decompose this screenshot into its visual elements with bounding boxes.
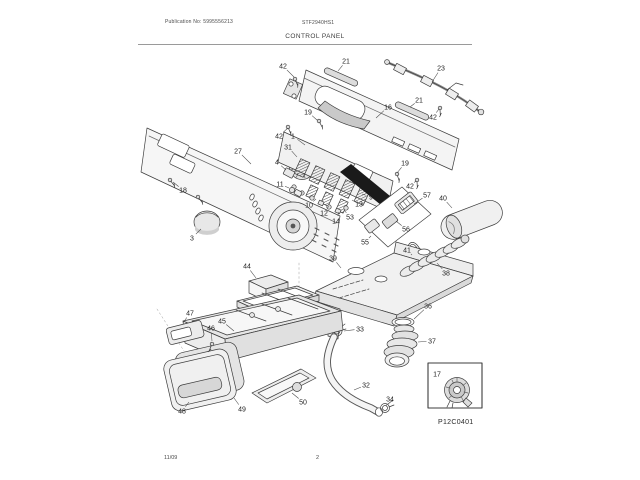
callout-11: 11 bbox=[276, 181, 284, 189]
callout-leader-55 bbox=[369, 236, 371, 238]
callout-leader-42 bbox=[283, 128, 288, 132]
footer-page-number: 2 bbox=[316, 455, 320, 461]
callout-18: 18 bbox=[179, 187, 187, 195]
page-title: CONTROL PANEL bbox=[285, 33, 345, 40]
callout-55: 55 bbox=[361, 239, 369, 247]
part-bellows bbox=[384, 325, 418, 367]
callout-50: 50 bbox=[299, 399, 307, 407]
callout-45: 45 bbox=[218, 318, 226, 326]
callout-34: 34 bbox=[386, 396, 394, 404]
callout-leader-50 bbox=[292, 393, 299, 399]
part-drain-hose bbox=[327, 337, 382, 416]
callout-21: 21 bbox=[342, 58, 350, 66]
callout-leader-32 bbox=[354, 387, 361, 390]
callout-23: 23 bbox=[437, 65, 445, 73]
callout-13: 13 bbox=[355, 201, 363, 209]
callout-32: 32 bbox=[362, 382, 370, 390]
callout-leader-44 bbox=[250, 270, 256, 278]
callout-47: 47 bbox=[186, 310, 194, 318]
callout-42: 42 bbox=[429, 114, 437, 122]
callout-leader-42 bbox=[436, 109, 439, 113]
callout-leader-19 bbox=[397, 167, 402, 173]
callout-3: 3 bbox=[190, 235, 194, 243]
callout-leader-39 bbox=[336, 262, 341, 268]
diagram-id: P12C0401 bbox=[438, 419, 474, 426]
part-knob bbox=[194, 211, 220, 235]
callout-46: 46 bbox=[207, 325, 215, 333]
callout-38: 38 bbox=[442, 270, 450, 278]
part-duct-cylinder bbox=[437, 197, 506, 243]
callout-leader-21 bbox=[410, 103, 415, 107]
callout-39: 39 bbox=[329, 255, 337, 263]
callout-leader-27 bbox=[242, 155, 251, 164]
callout-19: 19 bbox=[304, 109, 312, 117]
callout-57: 57 bbox=[423, 192, 431, 200]
callout-42: 42 bbox=[279, 63, 287, 71]
callout-27: 27 bbox=[234, 148, 242, 156]
callout-40: 40 bbox=[439, 195, 447, 203]
footer-date: 11/09 bbox=[164, 455, 178, 461]
callout-leader-33 bbox=[344, 330, 355, 331]
part-tray bbox=[252, 369, 316, 403]
callout-37: 37 bbox=[428, 338, 436, 346]
callout-17: 17 bbox=[433, 371, 441, 379]
callout-33: 33 bbox=[356, 326, 364, 334]
inset-box bbox=[428, 363, 482, 408]
publication-number: Publication No: 5995556213 bbox=[165, 19, 234, 25]
callout-leader-23 bbox=[432, 73, 438, 82]
model-number: STF2940HS1 bbox=[302, 20, 335, 26]
callout-leader-13 bbox=[352, 200, 354, 201]
callout-10: 10 bbox=[305, 202, 313, 210]
callout-leader-49 bbox=[234, 398, 239, 405]
callout-1: 1 bbox=[291, 133, 295, 141]
callout-49: 49 bbox=[238, 406, 246, 414]
callout-14: 14 bbox=[332, 218, 340, 226]
callout-leader-4 bbox=[281, 166, 286, 170]
callout-16: 16 bbox=[384, 104, 392, 112]
callout-leader-42 bbox=[287, 70, 294, 77]
part-drawer-front bbox=[162, 340, 246, 412]
callout-19: 19 bbox=[401, 160, 409, 168]
callout-9: 9 bbox=[369, 194, 373, 202]
callout-leader-42 bbox=[414, 181, 416, 183]
callout-42: 42 bbox=[275, 133, 283, 141]
callout-48: 48 bbox=[178, 408, 186, 416]
callout-4: 4 bbox=[275, 159, 279, 167]
callout-leader-11 bbox=[285, 186, 289, 188]
callout-42: 42 bbox=[406, 183, 414, 191]
callout-21: 21 bbox=[415, 97, 423, 105]
callout-leader-21 bbox=[338, 65, 343, 71]
callout-53: 53 bbox=[346, 214, 354, 222]
callout-56: 56 bbox=[402, 226, 410, 234]
callout-12: 12 bbox=[320, 210, 328, 218]
callout-leader-40 bbox=[447, 202, 452, 208]
callout-leader-37 bbox=[418, 341, 427, 342]
callout-36: 36 bbox=[424, 303, 432, 311]
callout-leader-19 bbox=[312, 116, 317, 120]
callout-41: 41 bbox=[403, 247, 411, 255]
callout-44: 44 bbox=[243, 263, 251, 271]
callout-31: 31 bbox=[284, 144, 292, 152]
